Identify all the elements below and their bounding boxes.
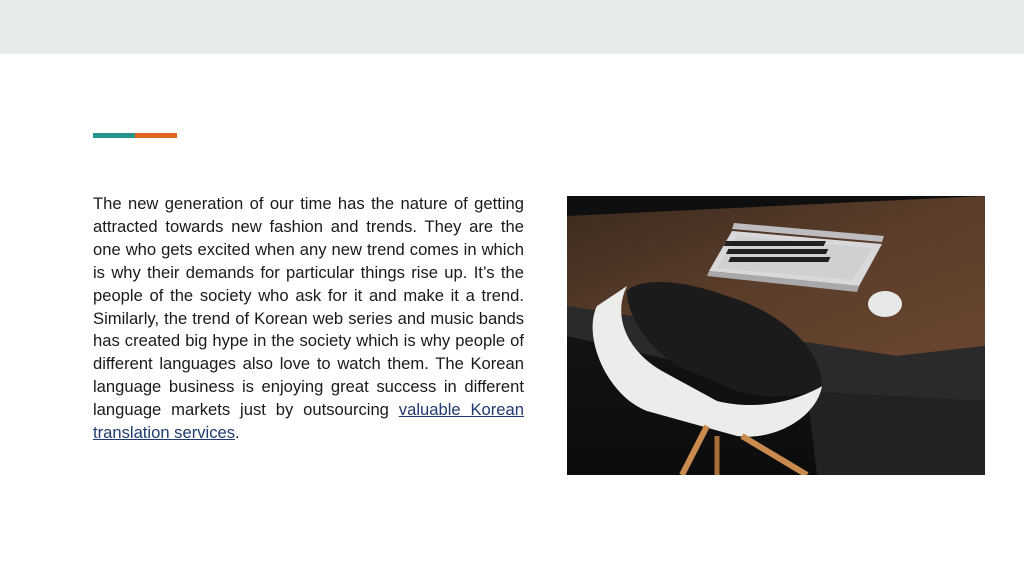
- desk-photo: [567, 196, 985, 475]
- photo-illustration: [567, 196, 985, 475]
- accent-line-orange: [135, 133, 177, 138]
- accent-line-teal: [93, 133, 135, 138]
- mouse-icon: [868, 291, 902, 317]
- body-paragraph: [93, 193, 524, 445]
- paragraph-end: .: [235, 423, 240, 443]
- paragraph-text: The new generation of our time has the nature of getting attracted towards new fashion and trends. They are the one who gets excited when any new trend comes in which is why their demands for particular things rise up. It’s the people of the society who ask for it and make it a trend. Similarly, the trend of Korean web series and music bands has created big hype in the society which is why people of different languages also love to watch them. The Korean language business is enjoying great success in different language markets just by outsourcing: [93, 194, 524, 420]
- top-band: [0, 0, 1024, 54]
- translation-services-link[interactable]: valuable Korean translation services: [93, 400, 524, 443]
